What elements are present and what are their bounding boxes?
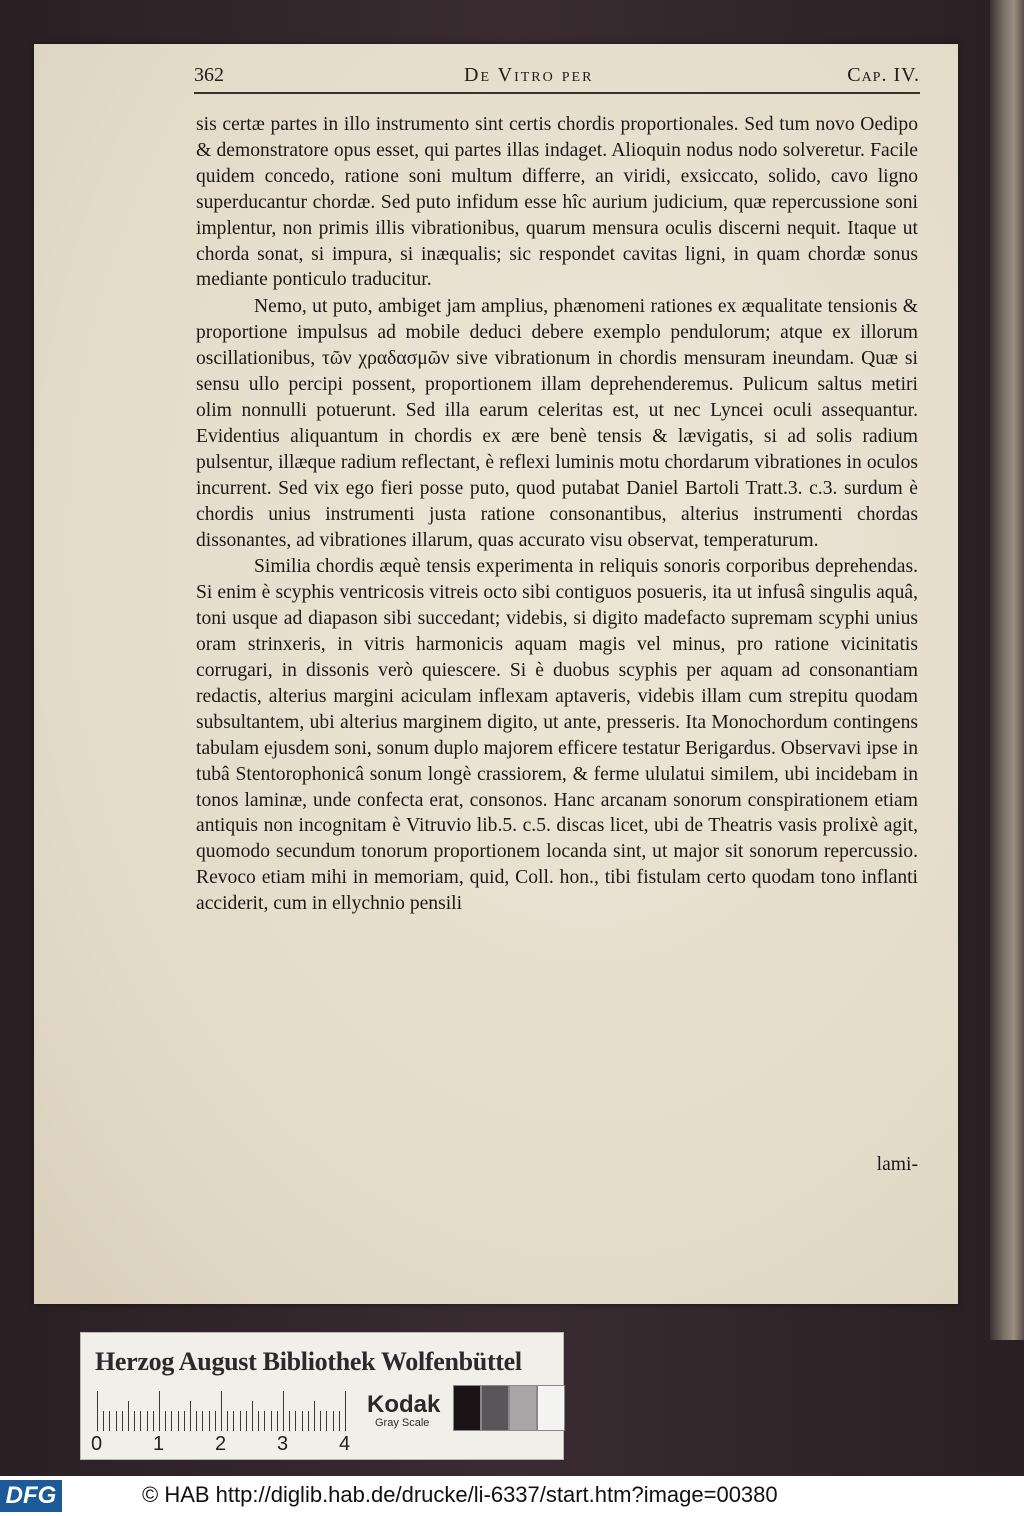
ruler-tick (196, 1411, 197, 1431)
ruler-tick (295, 1411, 296, 1431)
ruler-tick (122, 1411, 123, 1431)
ruler-tick (209, 1411, 210, 1431)
gray-scale-label: Gray Scale (375, 1417, 430, 1429)
color-target-card (80, 1332, 564, 1460)
library-name: Herzog August Bibliothek Wolfenbüttel (95, 1347, 522, 1376)
copyright-text: © HAB http://diglib.hab.de/drucke/li-6337/start.htm?image=00380 (142, 1482, 778, 1507)
ruler-tick (289, 1411, 290, 1431)
ruler-tick (190, 1401, 191, 1431)
ruler-tick (233, 1411, 234, 1431)
kodak-logo: Kodak (367, 1391, 441, 1418)
running-head (194, 64, 920, 94)
ruler-tick (165, 1411, 166, 1431)
ruler-tick (184, 1411, 185, 1431)
ruler-tick (283, 1391, 284, 1431)
ruler (97, 1391, 349, 1431)
ruler-tick (171, 1411, 172, 1431)
ruler-tick (264, 1411, 265, 1431)
gray-patch (453, 1385, 481, 1431)
ruler-tick (320, 1411, 321, 1431)
ruler-tick (215, 1411, 216, 1431)
ruler-tick (116, 1411, 117, 1431)
book-edge (990, 0, 1024, 1340)
ruler-tick (240, 1411, 241, 1431)
paragraph: Similia chordis æquè tensis experimenta in reliquis sonoris corporibus deprehendas. Si enim è scyphis ventricosis vitreis octo sibi contiguos posueris, ita ut infusâ singulis aquâ, toni usque ad diapason sibi succedant; videbis, si digito madefacto supremam scyphi unius oram strinxeris, in vitris harmonicis aquam magis vel minus, pro ratione vicinitatis corrugari, in dissonis verò quiescere. Si è duobus scyphis per aquam ad consonantiam redactis, alterius margini aciculam inflexam aptaveris, videbis illam cum strepitu quodam subsultantem, ubi alterius marginem digito, ut ante, presseris. Ita Monochordum contingens tabulam ejusdem soni, sonum duplo majorem efficere testatur Berigardus. Observavi ipse in tubâ Stentorophonicâ sonum longè crassiorem, & ferme ululatui similem, ubi incidebam in tonos laminæ, unde confecta erat, consonos. Hanc arcanam sonorum conspirationem etiam antiquis non incognitam è Vitruvio lib.5. c.5. discas licet, ubi de Theatris vasis prolixè agit, quomodo secundum tonorum proportionem locanda sint, ut major sit sonorum repercussio. Revoco etiam mihi in memoriam, quid, Coll. hon., tibi fistulam certo quodam tono inflanti acciderit, cum in ellychnio pensili (196, 556, 918, 915)
ruler-tick (314, 1401, 315, 1431)
ruler-tick (140, 1411, 141, 1431)
ruler-tick (339, 1411, 340, 1431)
head-rule (194, 92, 920, 94)
ruler-tick (252, 1401, 253, 1431)
ruler-tick (277, 1411, 278, 1431)
ruler-tick (128, 1401, 129, 1431)
ruler-number: 3 (277, 1433, 289, 1455)
ruler-tick (302, 1411, 303, 1431)
ruler-numbers (91, 1433, 351, 1453)
gray-patch (509, 1385, 537, 1431)
running-title: De Vitro per (464, 64, 594, 86)
ruler-tick (97, 1391, 98, 1431)
ruler-tick (202, 1411, 203, 1431)
ruler-tick (103, 1411, 104, 1431)
ruler-tick (333, 1411, 334, 1431)
ruler-number: 0 (91, 1433, 103, 1455)
body-text (196, 112, 918, 1175)
paragraph: sis certæ partes in illo instrumento sint certis chordis proportionales. Sed tum novo Oedipo & demonstratore opus esset, qui partes illas indaget. Alioquin nodus nodo solveretur. Facile quidem concedo, ratione soni multum differre, an viridi, exsiccato, solido, cavo ligno superducantur chordæ. Sed puto infidum esse hîc aurium judicium, quæ repercussione soni implentur, non primis illis vibrationibus, quarum mensura oculis discerni nequit. Itaque ut chorda sonat, si impura, si inæqualis; sic respondet cavitas ligni, in quam chordæ sonus mediante ponticulo traducitur. (196, 114, 918, 291)
ruler-number: 4 (339, 1433, 351, 1455)
gray-patch (481, 1385, 509, 1431)
ruler-number: 2 (215, 1433, 227, 1455)
ruler-tick (153, 1411, 154, 1431)
ruler-tick (271, 1411, 272, 1431)
ruler-tick (345, 1391, 346, 1431)
ruler-tick (221, 1391, 222, 1431)
page-number: 362 (194, 64, 224, 86)
chapter-label: Cap. IV. (847, 64, 920, 86)
footer-bar (0, 1476, 1024, 1516)
ruler-tick (326, 1411, 327, 1431)
ruler-tick (109, 1411, 110, 1431)
ruler-tick (134, 1411, 135, 1431)
ruler-tick (258, 1411, 259, 1431)
ruler-tick (178, 1411, 179, 1431)
ruler-tick (308, 1411, 309, 1431)
dfg-logo: DFG (0, 1480, 62, 1512)
catchword: lami- (876, 1154, 918, 1175)
ruler-tick (246, 1411, 247, 1431)
ruler-tick (159, 1391, 160, 1431)
ruler-tick (227, 1411, 228, 1431)
gray-patch (537, 1385, 565, 1431)
paragraph: Nemo, ut puto, ambiget jam amplius, phænomeni rationes ex æqualitate tensionis & proportione impulsus ad mobile deduci debere exemplo pendulorum; atque ex illorum oscillationibus, τῶν χραδασμῶν sive vibrationum in chordis mensuram ineundam. Quæ si sensu ullo percipi possent, proportionem illam deprehenderemus. Pulicum saltus metiri olim nonnulli potuerunt. Sed illa earum celeritas est, ut nec Lyncei oculi assequantur. Evidentius aliquantum in chordis ex ære benè tensis & lævigatis, si ad solis radium pulsentur, illæque radium reflectant, è reflexi luminis motu chordarum vibrationes in oculos incurrent. Sed vix ego fieri posse puto, quod putabat Daniel Bartoli Tratt.3. c.3. surdum è chordis unius instrumenti justa ratione consonantibus, alterius instrumenti chordas dissonantes, ad vibrationes illarum, quas accurato visu observat, temperaturum. (196, 296, 918, 551)
ruler-tick (147, 1411, 148, 1431)
ruler-number: 1 (153, 1433, 165, 1455)
